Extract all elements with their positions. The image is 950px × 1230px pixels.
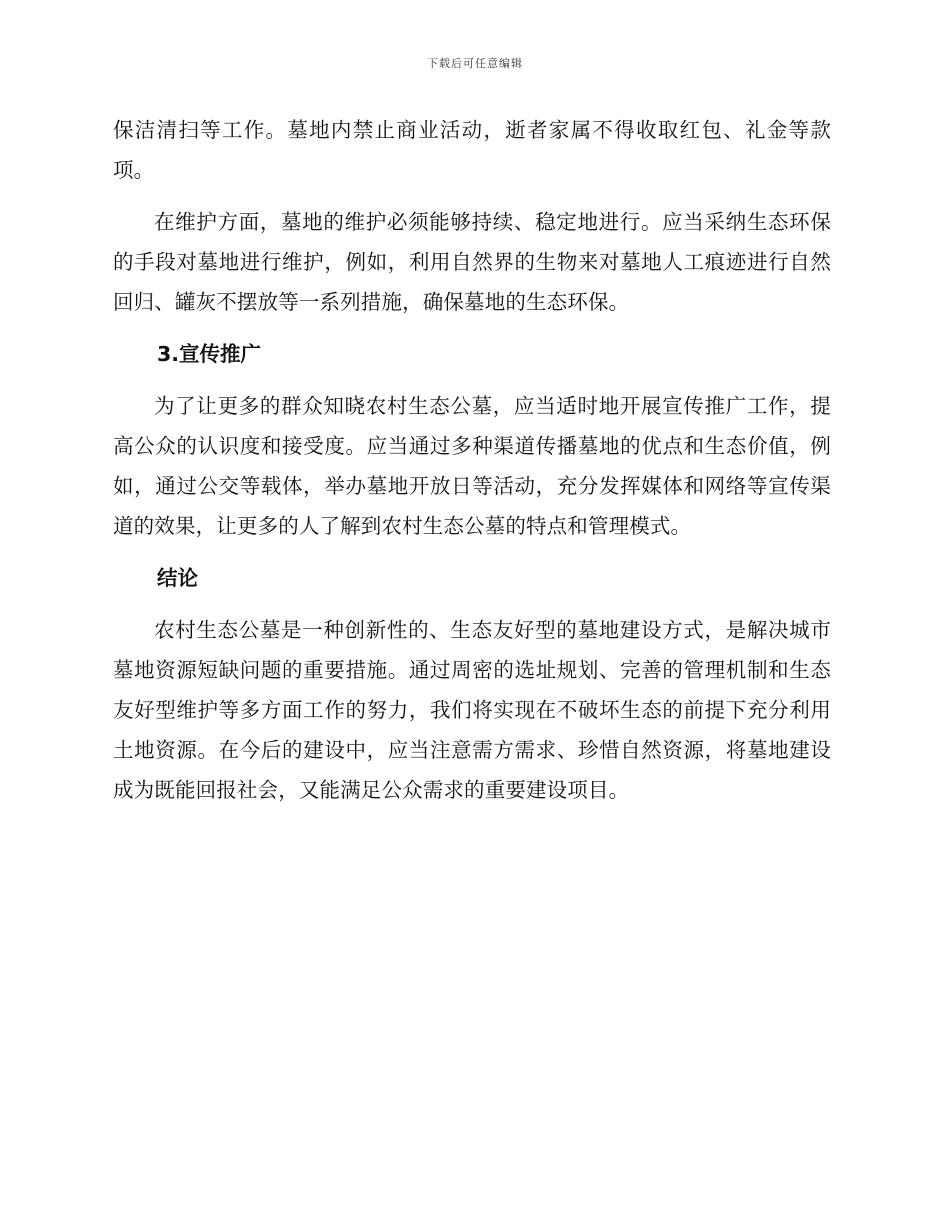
paragraph-promotion: 为了让更多的群众知晓农村生态公墓，应当适时地开展宣传推广工作，提高公众的认识度和接受度。应当通过多种渠道传播墓地的优点和生态价值，例如，通过公交等载体，举办墓地开放日等活动，充分发挥媒体和网络等宣传渠道的效果，让更多的人了解到农村生态公墓的特点和管理模式。	[113, 394, 831, 538]
section-heading-conclusion: 结论	[157, 566, 198, 590]
paragraph-cleaning-rules: 保洁清扫等工作。墓地内禁止商业活动，逝者家属不得收取红包、礼金等款项。	[113, 118, 831, 182]
paragraph-maintenance: 在维护方面，墓地的维护必须能够持续、稳定地进行。应当采纳生态环保的手段对墓地进行维护，例如，利用自然界的生物来对墓地人工痕迹进行自然回归、罐灰不摆放等一系列措施，确保墓地的生态环保。	[113, 210, 831, 314]
section-heading-promotion: 3.宣传推广	[157, 342, 262, 366]
document-body	[113, 110, 831, 810]
page-header-note: 下载后可任意编辑	[427, 57, 523, 70]
paragraph-conclusion: 农村生态公墓是一种创新性的、生态友好型的墓地建设方式，是解决城市墓地资源短缺问题的重要措施。通过周密的选址规划、完善的管理机制和生态友好型维护等多方面工作的努力，我们将实现在不破坏生态的前提下充分利用土地资源。在今后的建设中，应当注意需方需求、珍惜自然资源，将墓地建设成为既能回报社会，又能满足公众需求的重要建设项目。	[113, 618, 831, 802]
